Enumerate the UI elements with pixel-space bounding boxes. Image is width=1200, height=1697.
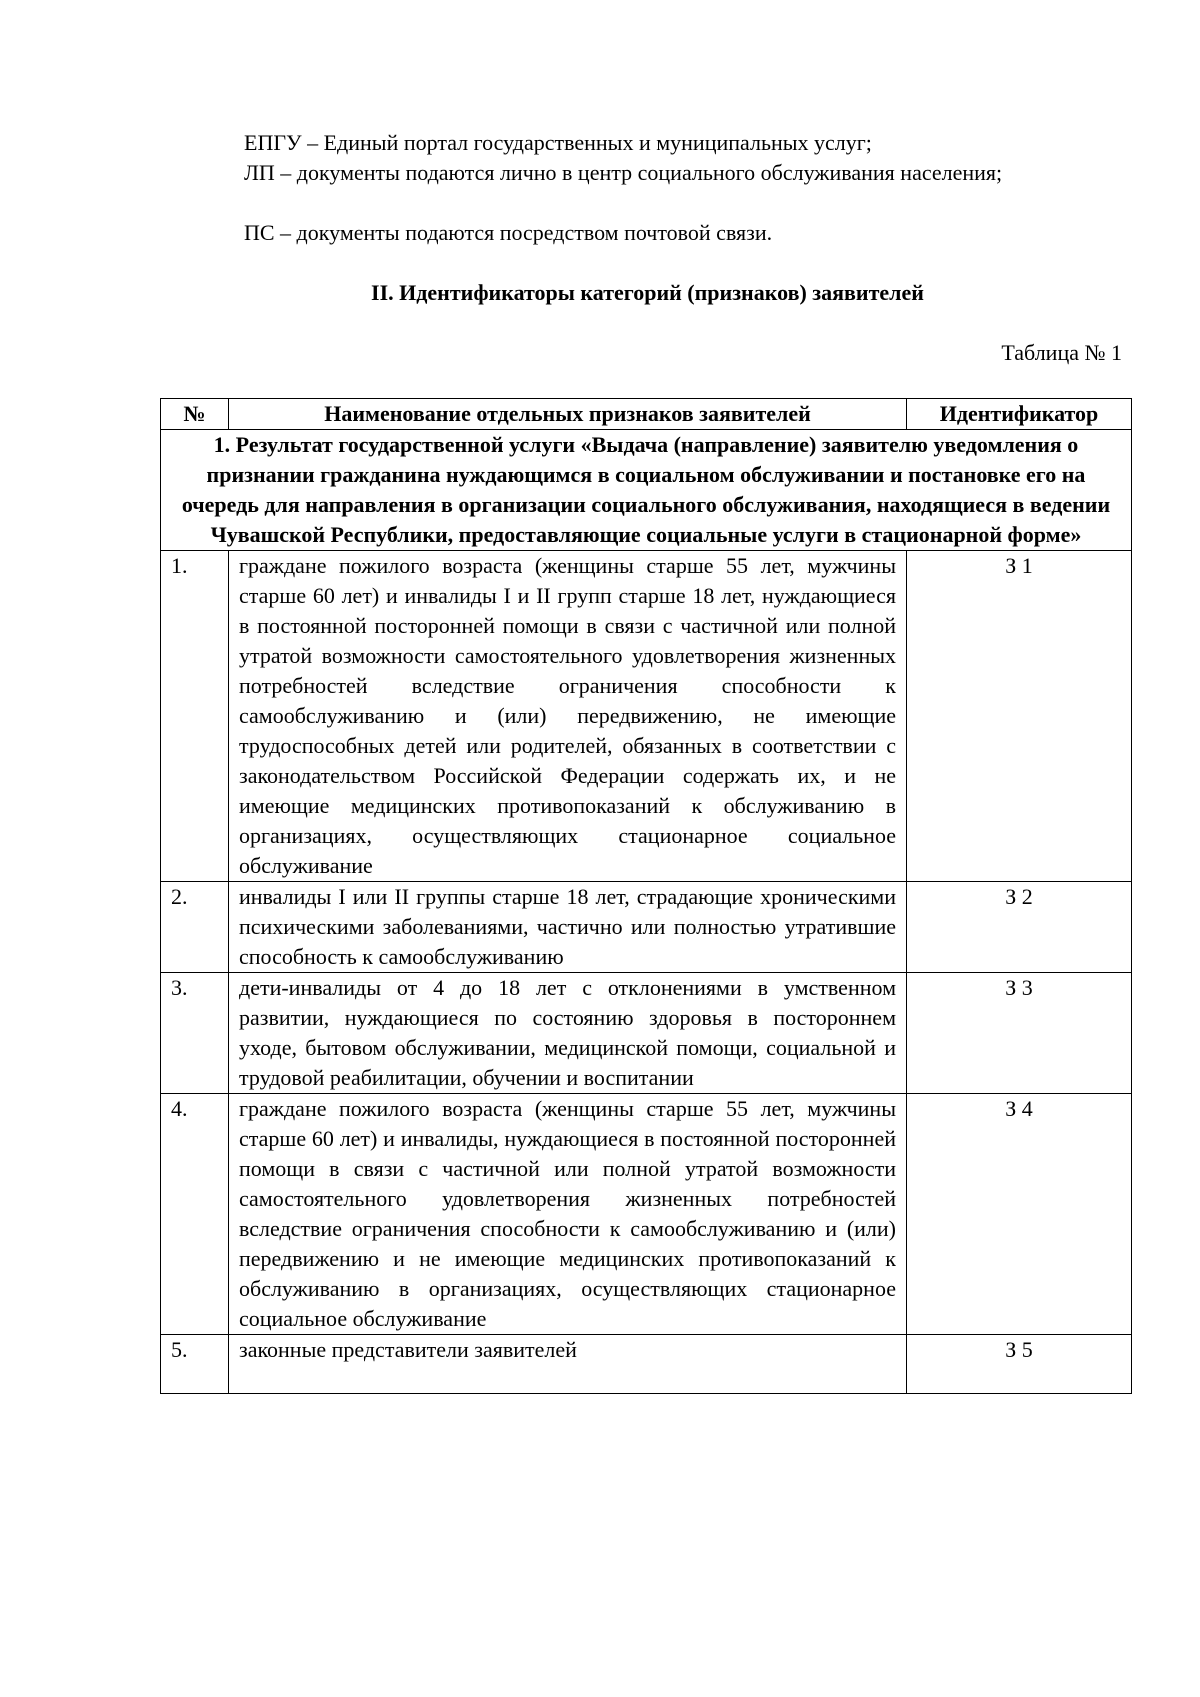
table-row <box>161 1335 1132 1394</box>
row-number: 2. <box>161 882 229 973</box>
group-title: 1. Результат государственной услуги «Выдача (направление) заявителю уведомления о признании гражданина нуждающимся в социальном обслуживании и постановке его на очередь для направления в организации социального обслуживания, находящиеся в ведении Чувашской Республики, предоставляющие социальные услуги в стационарной форме» <box>161 430 1132 551</box>
row-name: граждане пожилого возраста (женщины старше 55 лет, мужчины старше 60 лет) и инвалиды, нуждающиеся в постоянной посторонней помощи в связи с частичной или полной утратой возможности самостоятельного удовлетворения жизненных потребностей вследствие ограничения способности к самообслуживанию и (или) передвижению и не имеющие медицинских противопоказаний к обслуживанию в организациях, осуществляющих стационарное социальное обслуживание <box>229 1094 907 1335</box>
row-identifier: З 4 <box>907 1094 1132 1335</box>
row-identifier: З 3 <box>907 973 1132 1094</box>
row-identifier: З 5 <box>907 1335 1132 1394</box>
section-title: II. Идентификаторы категорий (признаков) заявителей <box>371 280 924 305</box>
table-header-row <box>161 399 1132 430</box>
table-row <box>161 551 1132 882</box>
table-row <box>161 1094 1132 1335</box>
row-number: 1. <box>161 551 229 882</box>
header-name: Наименование отдельных признаков заявителей <box>229 399 907 430</box>
table-caption: Таблица № 1 <box>1001 340 1122 365</box>
table-row <box>161 973 1132 1094</box>
row-identifier: З 2 <box>907 882 1132 973</box>
header-identifier: Идентификатор <box>907 399 1132 430</box>
header-number: № <box>161 399 229 430</box>
applicant-categories-table <box>160 398 1132 1394</box>
row-name: законные представители заявителей <box>229 1335 907 1394</box>
row-name: дети-инвалиды от 4 до 18 лет с отклонениями в умственном развитии, нуждающиеся по состоянию здоровья в постороннем уходе, бытовом обслуживании, медицинской помощи, социальной и трудовой реабилитации, обучении и воспитании <box>229 973 907 1094</box>
table-row <box>161 882 1132 973</box>
abbreviation-epgu: ЕПГУ – Единый портал государственных и муниципальных услуг; <box>244 130 872 155</box>
row-identifier: З 1 <box>907 551 1132 882</box>
row-number: 4. <box>161 1094 229 1335</box>
group-row <box>161 430 1132 551</box>
abbreviation-ps: ПС – документы подаются посредством почтовой связи. <box>244 220 773 245</box>
abbreviation-lp: ЛП – документы подаются лично в центр социального обслуживания населения; <box>244 160 1003 185</box>
row-number: 3. <box>161 973 229 1094</box>
row-name: граждане пожилого возраста (женщины старше 55 лет, мужчины старше 60 лет) и инвалиды I и II групп старше 18 лет, нуждающиеся в постоянной посторонней помощи в связи с частичной или полной утратой возможности самостоятельного удовлетворения жизненных потребностей вследствие ограничения способности к самообслуживанию и (или) передвижению, не имеющие трудоспособных детей или родителей, обязанных в соответствии с законодательством Российской Федерации содержать их, и не имеющие медицинских противопоказаний к обслуживанию в организациях, осуществляющих стационарное социальное обслуживание <box>229 551 907 882</box>
row-number: 5. <box>161 1335 229 1394</box>
row-name: инвалиды I или II группы старше 18 лет, страдающие хроническими психическими заболеваниями, частично или полностью утратившие способность к самообслуживанию <box>229 882 907 973</box>
